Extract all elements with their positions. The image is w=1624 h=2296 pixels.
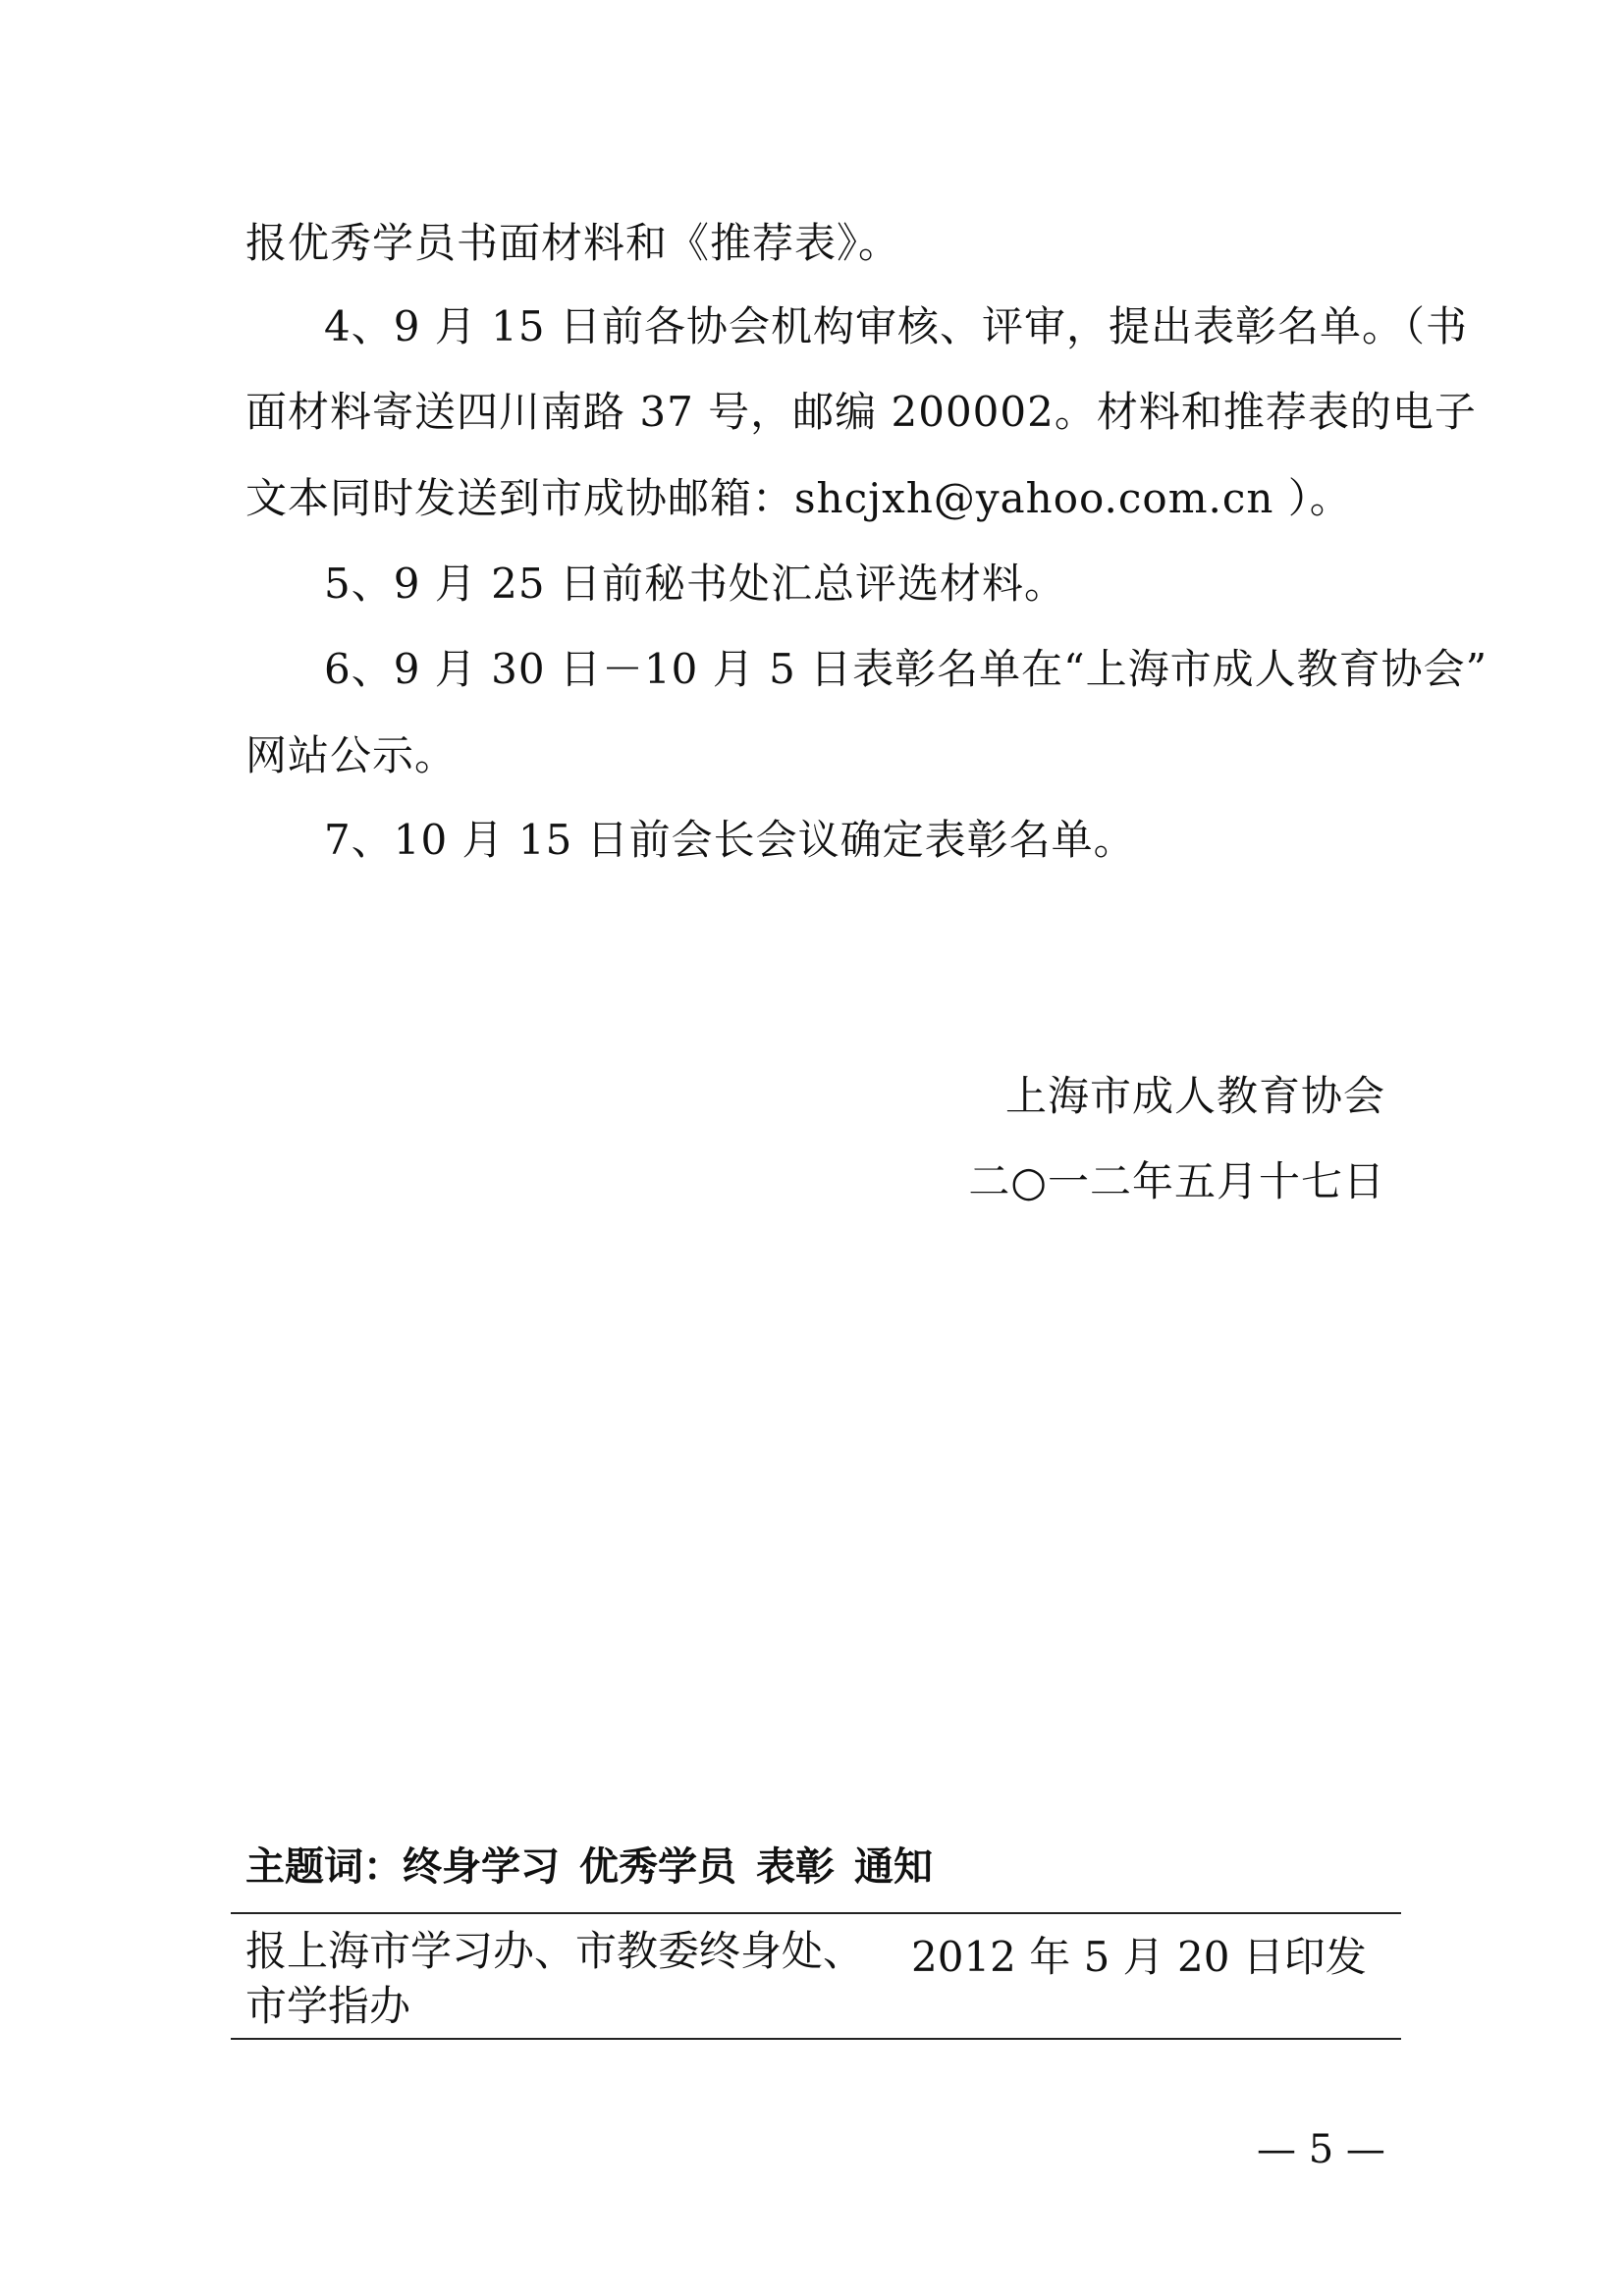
footer-bottom-rule [231,2038,1401,2040]
keyword-item: 终身学习 [403,1844,560,1890]
body-line-3: 面材料寄送四川南路 37 号，邮编 200002。材料和推荐表的电子 [245,388,1477,436]
keyword-item: 表彰 [756,1844,835,1890]
body-line-6: 6、9 月 30 日－10 月 5 日表彰名单在“上海市成人教育协会” [324,645,1489,693]
keywords-label: 主题词： [245,1844,403,1890]
signature-date: 二○一二年五月十七日 [968,1157,1385,1205]
body-line-1: 报优秀学员书面材料和《推荐表》。 [245,219,901,267]
footer-top-rule [231,1912,1401,1914]
keyword-item: 优秀学员 [579,1844,736,1890]
body-line-7: 网站公示。 [245,731,458,779]
keywords-line [245,1838,952,1896]
recipients-block [245,1924,864,2034]
signature-organization: 上海市成人教育协会 [1004,1072,1385,1120]
print-date: 2012 年 5 月 20 日印发 [911,1933,1367,1981]
body-line-4: 文本同时发送到市成协邮箱：shcjxh@yahoo.com.cn ）。 [245,474,1352,522]
body-line-5: 5、9 月 25 日前秘书处汇总评选材料。 [324,560,1066,608]
recipients-line-2: 市学指办 [245,1982,411,2030]
body-line-2: 4、9 月 15 日前各协会机构审核、评审，提出表彰名单。（书 [324,302,1468,350]
page-number: — 5 — [1257,2127,1385,2172]
body-line-8: 7、10 月 15 日前会长会议确定表彰名单。 [324,816,1136,864]
keyword-item: 通知 [854,1844,933,1890]
recipients-line-1: 报上海市学习办、市教委终身处、 [245,1927,865,1975]
